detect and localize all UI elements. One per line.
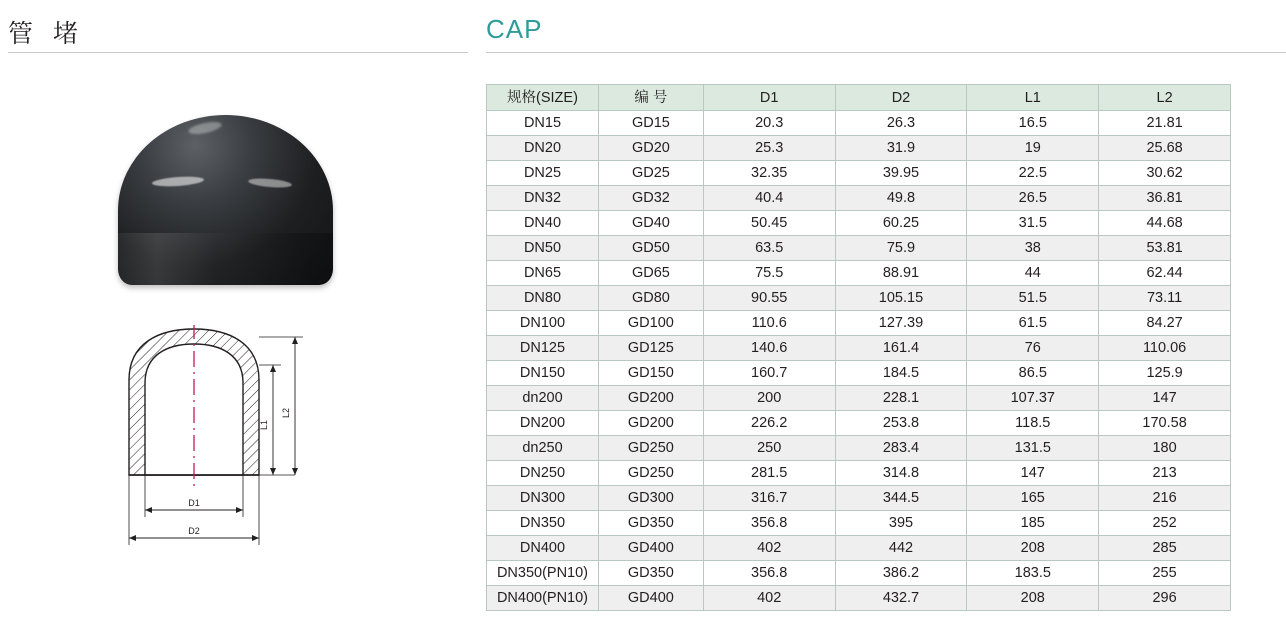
table-cell: 39.95 bbox=[835, 161, 967, 186]
table-cell: 118.5 bbox=[967, 411, 1099, 436]
table-cell: 19 bbox=[967, 136, 1099, 161]
table-cell: DN65 bbox=[487, 261, 599, 286]
table-cell: GD20 bbox=[598, 136, 703, 161]
table-cell: 226.2 bbox=[703, 411, 835, 436]
table-row bbox=[487, 286, 1231, 311]
table-cell: 88.91 bbox=[835, 261, 967, 286]
column-header-3: D2 bbox=[835, 85, 967, 111]
table-cell: 283.4 bbox=[835, 436, 967, 461]
table-cell: 395 bbox=[835, 511, 967, 536]
table-cell: GD100 bbox=[598, 311, 703, 336]
product-photo bbox=[100, 105, 350, 290]
table-cell: DN50 bbox=[487, 236, 599, 261]
table-cell: 131.5 bbox=[967, 436, 1099, 461]
table-cell: DN20 bbox=[487, 136, 599, 161]
technical-drawing bbox=[95, 325, 395, 570]
table-cell: 75.9 bbox=[835, 236, 967, 261]
table-row bbox=[487, 136, 1231, 161]
title-divider-left bbox=[8, 52, 468, 53]
table-cell: 252 bbox=[1099, 511, 1231, 536]
table-row bbox=[487, 336, 1231, 361]
table-row bbox=[487, 311, 1231, 336]
table-cell: 184.5 bbox=[835, 361, 967, 386]
table-cell: 442 bbox=[835, 536, 967, 561]
cap-base-shading bbox=[118, 233, 333, 285]
page-title-en: CAP bbox=[486, 14, 543, 44]
table-cell: GD25 bbox=[598, 161, 703, 186]
table-cell: 105.15 bbox=[835, 286, 967, 311]
table-cell: GD65 bbox=[598, 261, 703, 286]
table-row bbox=[487, 411, 1231, 436]
table-cell: 51.5 bbox=[967, 286, 1099, 311]
table-cell: dn250 bbox=[487, 436, 599, 461]
table-cell: 183.5 bbox=[967, 561, 1099, 586]
table-cell: 20.3 bbox=[703, 111, 835, 136]
table-cell: 228.1 bbox=[835, 386, 967, 411]
table-cell: DN32 bbox=[487, 186, 599, 211]
table-cell: 356.8 bbox=[703, 561, 835, 586]
table-cell: 32.35 bbox=[703, 161, 835, 186]
table-cell: 49.8 bbox=[835, 186, 967, 211]
table-cell: DN200 bbox=[487, 411, 599, 436]
table-cell: DN150 bbox=[487, 361, 599, 386]
table-cell: 147 bbox=[967, 461, 1099, 486]
table-cell: 356.8 bbox=[703, 511, 835, 536]
table-cell: 386.2 bbox=[835, 561, 967, 586]
table-cell: 208 bbox=[967, 536, 1099, 561]
table-cell: 127.39 bbox=[835, 311, 967, 336]
table-cell: 314.8 bbox=[835, 461, 967, 486]
table-row bbox=[487, 511, 1231, 536]
table-cell: GD400 bbox=[598, 586, 703, 611]
left-column bbox=[0, 0, 470, 618]
table-cell: 30.62 bbox=[1099, 161, 1231, 186]
table-cell: 44.68 bbox=[1099, 211, 1231, 236]
table-cell: 216 bbox=[1099, 486, 1231, 511]
table-cell: 31.9 bbox=[835, 136, 967, 161]
table-row bbox=[487, 211, 1231, 236]
table-row bbox=[487, 561, 1231, 586]
table-cell: 110.06 bbox=[1099, 336, 1231, 361]
table-body bbox=[487, 111, 1231, 611]
table-cell: DN125 bbox=[487, 336, 599, 361]
table-row bbox=[487, 486, 1231, 511]
table-cell: DN80 bbox=[487, 286, 599, 311]
table-cell: 40.4 bbox=[703, 186, 835, 211]
table-cell: 161.4 bbox=[835, 336, 967, 361]
table-cell: DN40 bbox=[487, 211, 599, 236]
table-row bbox=[487, 461, 1231, 486]
table-cell: DN400 bbox=[487, 536, 599, 561]
table-cell: dn200 bbox=[487, 386, 599, 411]
table-cell: 185 bbox=[967, 511, 1099, 536]
table-cell: DN350(PN10) bbox=[487, 561, 599, 586]
l1-arrow-bottom bbox=[270, 468, 276, 475]
table-cell: 170.58 bbox=[1099, 411, 1231, 436]
table-cell: GD150 bbox=[598, 361, 703, 386]
table-cell: GD350 bbox=[598, 561, 703, 586]
column-header-1: 编 号 bbox=[598, 85, 703, 111]
table-cell: GD125 bbox=[598, 336, 703, 361]
table-cell: 26.3 bbox=[835, 111, 967, 136]
table-cell: GD50 bbox=[598, 236, 703, 261]
table-cell: 281.5 bbox=[703, 461, 835, 486]
table-header-row bbox=[487, 85, 1231, 111]
table-row bbox=[487, 436, 1231, 461]
table-row bbox=[487, 186, 1231, 211]
table-cell: 63.5 bbox=[703, 236, 835, 261]
table-cell: GD250 bbox=[598, 461, 703, 486]
table-cell: GD15 bbox=[598, 111, 703, 136]
table-cell: 296 bbox=[1099, 586, 1231, 611]
table-cell: 344.5 bbox=[835, 486, 967, 511]
column-header-5: L2 bbox=[1099, 85, 1231, 111]
table-cell: GD350 bbox=[598, 511, 703, 536]
table-cell: 16.5 bbox=[967, 111, 1099, 136]
table-cell: 73.11 bbox=[1099, 286, 1231, 311]
table-head bbox=[487, 85, 1231, 111]
table-cell: 36.81 bbox=[1099, 186, 1231, 211]
title-divider-right bbox=[486, 52, 1286, 53]
page-title-cn: 管 堵 bbox=[8, 19, 84, 48]
d2-label: D2 bbox=[188, 526, 200, 536]
table-cell: 38 bbox=[967, 236, 1099, 261]
table-cell: DN400(PN10) bbox=[487, 586, 599, 611]
table-cell: GD250 bbox=[598, 436, 703, 461]
table-cell: 253.8 bbox=[835, 411, 967, 436]
table-cell: 107.37 bbox=[967, 386, 1099, 411]
table-cell: 285 bbox=[1099, 536, 1231, 561]
table-cell: 86.5 bbox=[967, 361, 1099, 386]
table-cell: 402 bbox=[703, 536, 835, 561]
table-cell: DN100 bbox=[487, 311, 599, 336]
table-cell: 75.5 bbox=[703, 261, 835, 286]
table-cell: 44 bbox=[967, 261, 1099, 286]
l2-label: L2 bbox=[281, 407, 291, 419]
table-cell: 90.55 bbox=[703, 286, 835, 311]
column-header-0: 规格(SIZE) bbox=[487, 85, 599, 111]
table-cell: DN350 bbox=[487, 511, 599, 536]
l2-arrow-top bbox=[292, 337, 298, 344]
column-header-4: L1 bbox=[967, 85, 1099, 111]
l2-arrow-bottom bbox=[292, 468, 298, 475]
table-cell: 53.81 bbox=[1099, 236, 1231, 261]
table-cell: 213 bbox=[1099, 461, 1231, 486]
table-cell: GD80 bbox=[598, 286, 703, 311]
table-cell: 165 bbox=[967, 486, 1099, 511]
table-cell: 50.45 bbox=[703, 211, 835, 236]
table-row bbox=[487, 586, 1231, 611]
table-cell: 140.6 bbox=[703, 336, 835, 361]
d2-arrow-right bbox=[252, 535, 259, 541]
specification-table bbox=[486, 84, 1231, 611]
l1-label: L1 bbox=[259, 419, 269, 431]
table-cell: 26.5 bbox=[967, 186, 1099, 211]
l1-arrow-top bbox=[270, 365, 276, 372]
table-cell: 147 bbox=[1099, 386, 1231, 411]
d1-arrow-left bbox=[145, 507, 152, 513]
table-cell: GD200 bbox=[598, 411, 703, 436]
table-cell: 250 bbox=[703, 436, 835, 461]
table-cell: GD400 bbox=[598, 536, 703, 561]
column-header-2: D1 bbox=[703, 85, 835, 111]
table-row bbox=[487, 111, 1231, 136]
table-cell: GD200 bbox=[598, 386, 703, 411]
table-cell: GD300 bbox=[598, 486, 703, 511]
table-cell: DN15 bbox=[487, 111, 599, 136]
table-cell: 200 bbox=[703, 386, 835, 411]
d2-arrow-left bbox=[129, 535, 136, 541]
table-row bbox=[487, 236, 1231, 261]
d1-label: D1 bbox=[188, 498, 200, 508]
table-cell: 402 bbox=[703, 586, 835, 611]
table-cell: 110.6 bbox=[703, 311, 835, 336]
table-cell: 125.9 bbox=[1099, 361, 1231, 386]
drawing-svg bbox=[95, 325, 395, 570]
table-cell: 62.44 bbox=[1099, 261, 1231, 286]
table-row bbox=[487, 361, 1231, 386]
table-cell: 255 bbox=[1099, 561, 1231, 586]
table-row bbox=[487, 161, 1231, 186]
table-cell: 31.5 bbox=[967, 211, 1099, 236]
table-cell: 25.3 bbox=[703, 136, 835, 161]
table-cell: GD40 bbox=[598, 211, 703, 236]
table-cell: 60.25 bbox=[835, 211, 967, 236]
table-cell: GD32 bbox=[598, 186, 703, 211]
table-row bbox=[487, 386, 1231, 411]
table-cell: 208 bbox=[967, 586, 1099, 611]
table-cell: DN300 bbox=[487, 486, 599, 511]
right-column bbox=[470, 0, 1286, 618]
table-cell: 22.5 bbox=[967, 161, 1099, 186]
table-row bbox=[487, 261, 1231, 286]
table-cell: 432.7 bbox=[835, 586, 967, 611]
table-cell: 180 bbox=[1099, 436, 1231, 461]
table-cell: 25.68 bbox=[1099, 136, 1231, 161]
table-cell: 84.27 bbox=[1099, 311, 1231, 336]
d1-arrow-right bbox=[236, 507, 243, 513]
table-cell: DN250 bbox=[487, 461, 599, 486]
table-cell: 160.7 bbox=[703, 361, 835, 386]
table-cell: DN25 bbox=[487, 161, 599, 186]
table-cell: 21.81 bbox=[1099, 111, 1231, 136]
table-cell: 76 bbox=[967, 336, 1099, 361]
table-cell: 61.5 bbox=[967, 311, 1099, 336]
table-cell: 316.7 bbox=[703, 486, 835, 511]
table-row bbox=[487, 536, 1231, 561]
